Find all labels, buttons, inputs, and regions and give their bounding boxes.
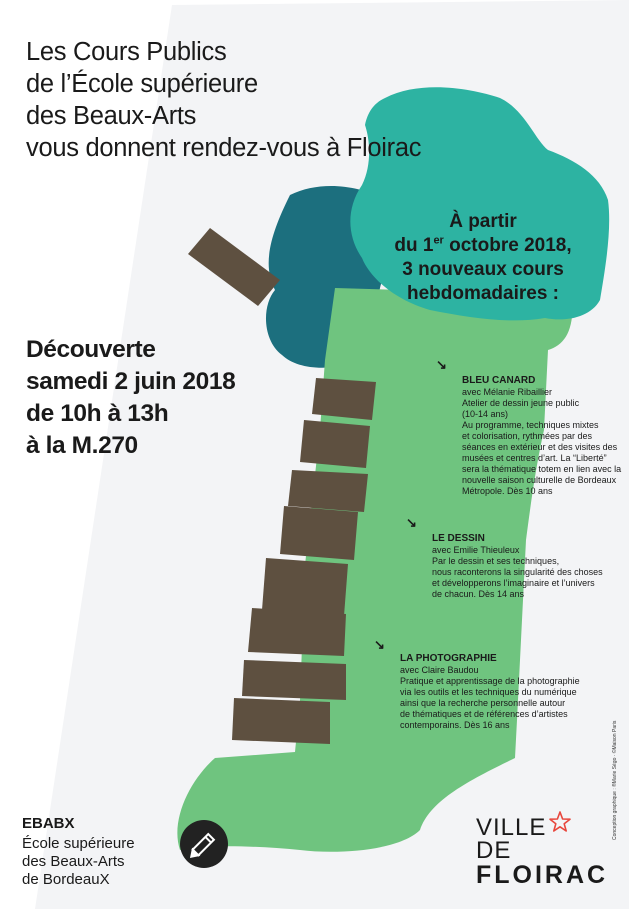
event-info: [26, 334, 326, 462]
school-name-line: École supérieure: [22, 835, 135, 852]
credit-text: Conception graphique : ®Marie Ségo · ©Maison Paris: [612, 720, 618, 840]
brown-bar: [280, 506, 358, 560]
course-description: avec Mélanie Ribaillier Atelier de dessin jeune public (10-14 ans) Au programme, techniques mixtes et colorisation, rythmées par des séances en extérieur et des visites des musées et centres d’art. La “Liberté” sera la thématique totem en lien avec la nouvelle saison culturelle de Bordeaux Métropole. Dès 10 ans: [462, 387, 622, 496]
event-line: samedi 2 juin 2018: [26, 368, 236, 395]
graphic-credit: [606, 720, 616, 840]
course-title: LA PHOTOGRAPHIE: [400, 653, 497, 664]
intro-line: À partir: [449, 211, 517, 232]
logo-line: VILLE: [476, 814, 547, 841]
intro-line: 3 nouveaux cours: [402, 259, 564, 280]
intro-line: [352, 234, 614, 258]
intro-text: [352, 210, 614, 306]
arrow-down-right-icon: ↘: [406, 515, 417, 530]
school-acronym: EBABX: [22, 815, 75, 832]
intro-line: hebdomadaires :: [406, 283, 560, 304]
brown-bar: [262, 558, 348, 616]
logo-line: DE: [476, 837, 512, 864]
course-la-photographie: [374, 637, 610, 731]
school-name-line: des Beaux-Arts: [22, 853, 125, 870]
headline-line: Les Cours Publics: [26, 38, 227, 66]
pencil-icon: [180, 820, 228, 868]
headline-line: des Beaux-Arts: [26, 102, 197, 130]
arrow-down-right-icon: ↘: [374, 637, 385, 652]
course-title: LE DESSIN: [432, 533, 485, 544]
ville-de-floirac-logo: [476, 814, 609, 889]
headline: [26, 36, 586, 164]
headline-line: vous donnent rendez-vous à Floirac: [26, 134, 422, 162]
intro-date-post: octobre 2018,: [443, 235, 572, 256]
school-identity: [22, 815, 202, 889]
course-title: BLEU CANARD: [462, 375, 536, 386]
intro-date-pre: du 1: [394, 235, 434, 256]
intro-date-sup: er: [433, 234, 444, 247]
brown-bar: [232, 698, 330, 744]
course-bleu-canard: [436, 357, 622, 497]
event-line: à la M.270: [26, 432, 138, 459]
school-badge: [180, 820, 228, 868]
brown-bar: [242, 660, 346, 700]
brown-bar: [248, 608, 346, 656]
course-description: avec Emilie Thieuleux Par le dessin et ses techniques, nous raconterons la singularité des choses et développerons l’imaginaire et l’univers de chacun. Dès 14 ans: [432, 545, 603, 599]
course-le-dessin: [406, 515, 618, 600]
logo-line: FLOIRAC: [476, 861, 609, 889]
event-line: de 10h à 13h: [26, 400, 169, 427]
headline-line: de l’École supérieure: [26, 70, 258, 98]
event-line: Découverte: [26, 336, 156, 363]
brown-bar: [288, 470, 368, 512]
course-description: avec Claire Baudou Pratique et apprentissage de la photographie via les outils et les techniques du numérique ainsi que la recherche personnelle autour de thématiques et de références d’artistes contemporains. Dès 16 ans: [400, 665, 580, 730]
arrow-down-right-icon: ↘: [436, 357, 447, 372]
star-icon: [548, 810, 572, 834]
school-name-line: de BordeauX: [22, 871, 110, 888]
